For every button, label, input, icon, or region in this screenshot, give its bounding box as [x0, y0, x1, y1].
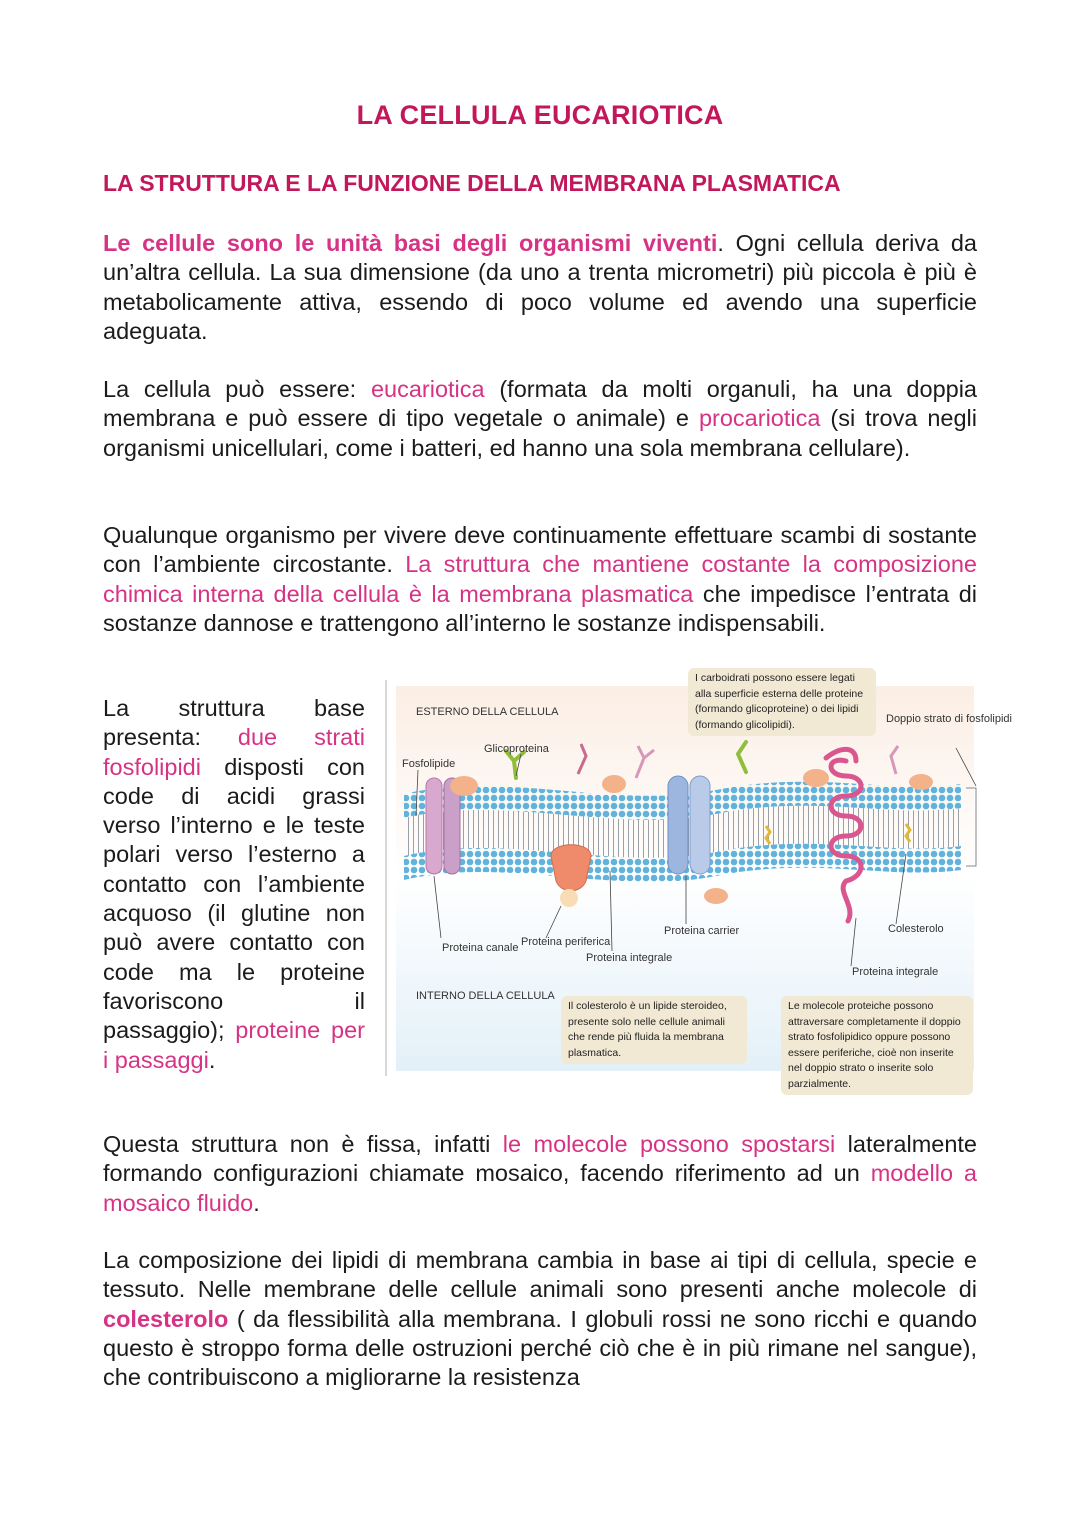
highlight-text: proteine per i passaggi [103, 1017, 365, 1073]
carbohydrates-note: I carboidrati possono essere legati alla superficie esterna delle proteine (formando glicoproteine) o dei lipidi (formando glicolipidi). [688, 668, 876, 736]
cholesterol-molecule [906, 824, 910, 842]
outside-label: ESTERNO DELLA CELLULA [416, 706, 559, 718]
carrier-protein-label: Proteina carrier [664, 925, 740, 937]
paragraph-cholesterol [103, 1246, 977, 1392]
channel-protein-label: Proteina canale [442, 942, 519, 954]
body-text: La cellula può essere: [103, 376, 371, 402]
body-text: Questa struttura non è fissa, infatti [103, 1131, 503, 1157]
surface-protein [450, 776, 478, 796]
highlight-text: colesterolo [103, 1305, 229, 1332]
peripheral-protein-label: Proteina periferica [521, 936, 611, 948]
section-heading: LA STRUTTURA E LA FUNZIONE DELLA MEMBRANA PLASMATICA [103, 170, 841, 196]
inside-label: INTERNO DELLA CELLULA [416, 990, 555, 1002]
phospholipid-label: Fosfolipide [402, 758, 456, 770]
surface-protein [909, 774, 933, 790]
surface-protein [803, 769, 829, 787]
proteins-note: Le molecole proteiche possono attraversare completamente il doppio strato fosfolipidico oppure possono essere periferiche, cioè non inserite nel doppio strato o inserite solo parzialmente. [781, 996, 973, 1095]
highlight-text: due strati fosfolipidi [103, 724, 365, 780]
body-text: . [208, 1046, 216, 1073]
paragraph-fluid-mosaic [103, 1130, 977, 1218]
body-text: . Ogni cellula deriva da un’altra cellula. La sua dimensione (da uno a trenta micrometri) più piccola è più è metabolicamente attiva, essendo di poco volume ed avendo una superficie adeguata. [103, 230, 977, 344]
body-text: La composizione dei lipidi di membrana cambia in base ai tipi di cellula, specie e tessuto. Nelle membrane delle cellule animali sono presenti anche molecole di [103, 1247, 977, 1303]
body-text: ( da flessibilità alla membrana. I globuli rossi ne sono ricchi e quando questo è stroppo forma delle ostruzioni perché ciò che è in più rimane nel sangue), che contribuiscono a migliorarne la resistenza [103, 1305, 977, 1391]
highlight-text: le molecole possono spostarsi [502, 1131, 836, 1157]
body-text: La struttura base presenta: [103, 695, 365, 751]
cholesterol-molecule [766, 826, 770, 844]
surface-protein [704, 888, 728, 904]
surface-protein [602, 775, 626, 793]
integral-protein-label-2: Proteina integrale [852, 966, 939, 978]
highlight-text: eucariotica [370, 376, 485, 402]
paragraph-cell-types [103, 375, 977, 463]
highlight-text: La struttura che mantiene costante la composizione chimica interna della cellula è la membrana plasmatica [103, 551, 977, 607]
highlight-text: Le cellule sono le unità basi degli organismi viventi [103, 230, 718, 256]
body-text: (formata da molti organuli, ha una doppia membrana e può essere di tipo vegetale o animale) e [103, 376, 978, 432]
cholesterol-label: Colesterolo [888, 923, 944, 935]
glycoprotein-label: Glicoproteina [484, 743, 549, 755]
integral-protein-label: Proteina integrale [586, 952, 673, 964]
body-text: che impedisce l’entrata di sostanze dannose e trattengono all’interno le sostanze indispensabili. [103, 580, 977, 636]
paragraph-cells [103, 229, 977, 346]
cholesterol-note: Il colesterolo è un lipide steroideo, presente solo nelle cellule animali che rende più fluida la membrana plasmatica. [561, 996, 747, 1064]
highlight-text: modello a mosaico fluido [103, 1160, 977, 1216]
body-text: disposti con code di acidi grassi verso l’interno e le teste polari verso l’esterno a contatto con l’ambiente acquoso (il glutine non può avere contatto con code ma le proteine favoriscono il passaggio); [103, 753, 365, 1044]
highlight-text: procariotica [698, 405, 821, 432]
paragraph-structure [103, 694, 365, 1075]
paragraph-membrane [103, 521, 977, 638]
bilayer-label: Doppio strato di fosfolipidi [886, 713, 1012, 725]
body-text: Qualunque organismo per vivere deve continuamente effettuare scambi di sostante con l’ambiente circostante. [103, 522, 977, 578]
body-text: (si trova negli organismi unicellulari, come i batteri, ed hanno una sola membrana cellulare). [103, 405, 978, 461]
page-title: LA CELLULA EUCARIOTICA [356, 100, 724, 130]
body-text: . [253, 1189, 260, 1216]
membrane-diagram [386, 666, 1012, 1102]
body-text: lateralmente formando configurazioni chiamate mosaico, facendo riferimento ad un [103, 1131, 978, 1187]
